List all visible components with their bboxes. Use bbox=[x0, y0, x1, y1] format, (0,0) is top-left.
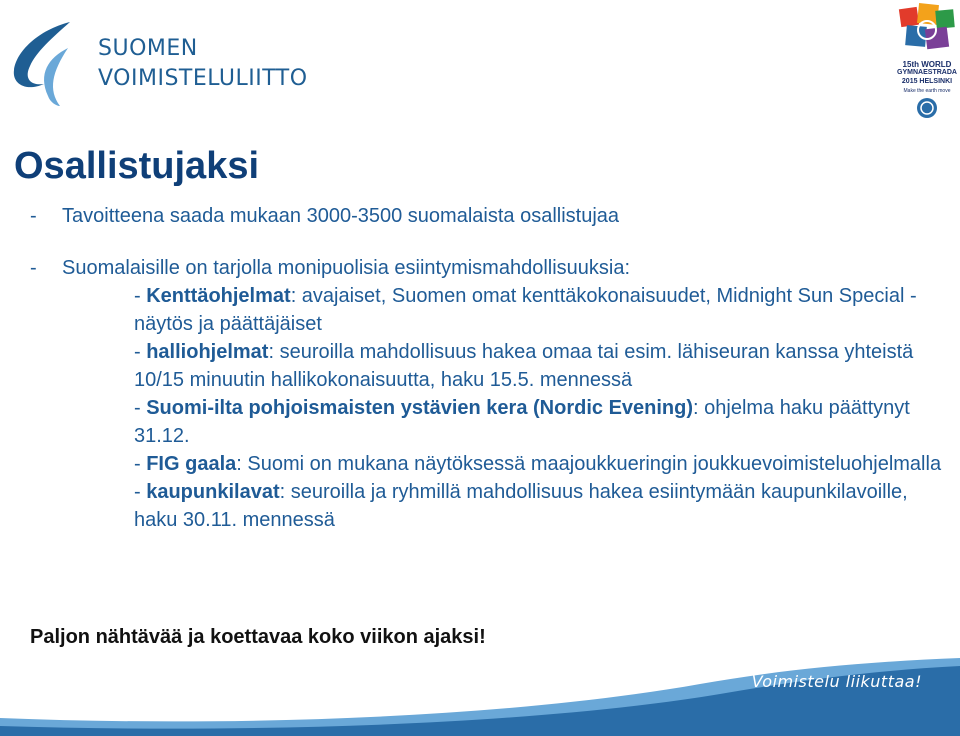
bullet-dash: - bbox=[30, 205, 37, 227]
sub-item-text: : seuroilla ja ryhmillä mahdollisuus hakea esiintymään kaupunkilavoille, haku 30.11. mennessä bbox=[134, 481, 908, 531]
federation-logo bbox=[8, 18, 308, 108]
sub-item-fig-gaala bbox=[134, 450, 949, 478]
footer-wave bbox=[0, 658, 960, 736]
sub-item-text: : Suomi on mukana näytöksessä maajoukkueringin joukkuevoimisteluohjelmalla bbox=[236, 453, 942, 475]
gymnaestrada-emblem-icon bbox=[896, 2, 958, 60]
sub-item-prefix: - bbox=[134, 397, 147, 419]
sub-item-kaupunkilavat bbox=[134, 478, 949, 534]
sub-item-keyword: kaupunkilavat bbox=[146, 481, 280, 503]
sub-item-keyword: Kenttäohjelmat bbox=[146, 285, 291, 307]
slide-content bbox=[30, 202, 950, 534]
fig-seal-icon bbox=[916, 97, 938, 119]
sub-item-keyword: halliohjelmat bbox=[146, 341, 269, 363]
sub-item-prefix: - bbox=[134, 341, 147, 363]
sub-item-keyword: Suomi-ilta pohjoismaisten ystävien kera (Nordic Evening) bbox=[146, 397, 694, 419]
sub-item-prefix: - bbox=[134, 453, 147, 475]
logo-line-1: SUOMEN bbox=[98, 36, 198, 61]
sub-item-kenttaohjelmat bbox=[134, 282, 949, 338]
bullet-text: Tavoitteena saada mukaan 3000-3500 suomalaista osallistujaa bbox=[62, 205, 620, 227]
sub-item-text: : avajaiset, Suomen omat kenttäkokonaisuudet, Midnight Sun Special -näytös ja päättäjäiset bbox=[134, 285, 917, 335]
badge-line-3: 2015 HELSINKI bbox=[901, 78, 953, 85]
sub-item-text: : seuroilla mahdollisuus hakea omaa tai esim. lähiseuran kanssa yhteistä 10/15 minuutin hallikokonaisuutta, haku 15.5. mennessä bbox=[134, 341, 914, 391]
sub-item-suomi-ilta bbox=[134, 394, 949, 450]
bullet-dash: - bbox=[30, 257, 37, 279]
footer-tagline: Voimistelu liikuttaa! bbox=[751, 672, 922, 691]
sub-item-prefix: - bbox=[134, 481, 147, 503]
bullet-text: Suomalaisille on tarjolla monipuolisia esiintymismahdollisuuksia: bbox=[62, 257, 631, 279]
bullet-item bbox=[30, 254, 950, 282]
sub-item-text: : ohjelma haku päättynyt 31.12. bbox=[134, 397, 910, 447]
badge-line-4: Make the earth move bbox=[903, 88, 951, 94]
badge-line-2: GYMNAESTRADA bbox=[897, 69, 957, 76]
bullet-item bbox=[30, 202, 950, 230]
badge-line-1: 15th WORLD bbox=[902, 60, 952, 69]
closing-statement: Paljon nähtävää ja koettavaa koko viikon ajaksi! bbox=[30, 626, 486, 648]
sub-item-prefix: - bbox=[134, 285, 147, 307]
slide-title: Osallistujaksi bbox=[14, 145, 260, 187]
gymnaestrada-badge bbox=[896, 2, 958, 122]
swoosh-icon bbox=[8, 18, 88, 108]
logo-line-2: VOIMISTELULIITTO bbox=[98, 66, 308, 91]
sub-item-halliohjelmat bbox=[134, 338, 949, 394]
sub-item-keyword: FIG gaala bbox=[146, 453, 237, 475]
